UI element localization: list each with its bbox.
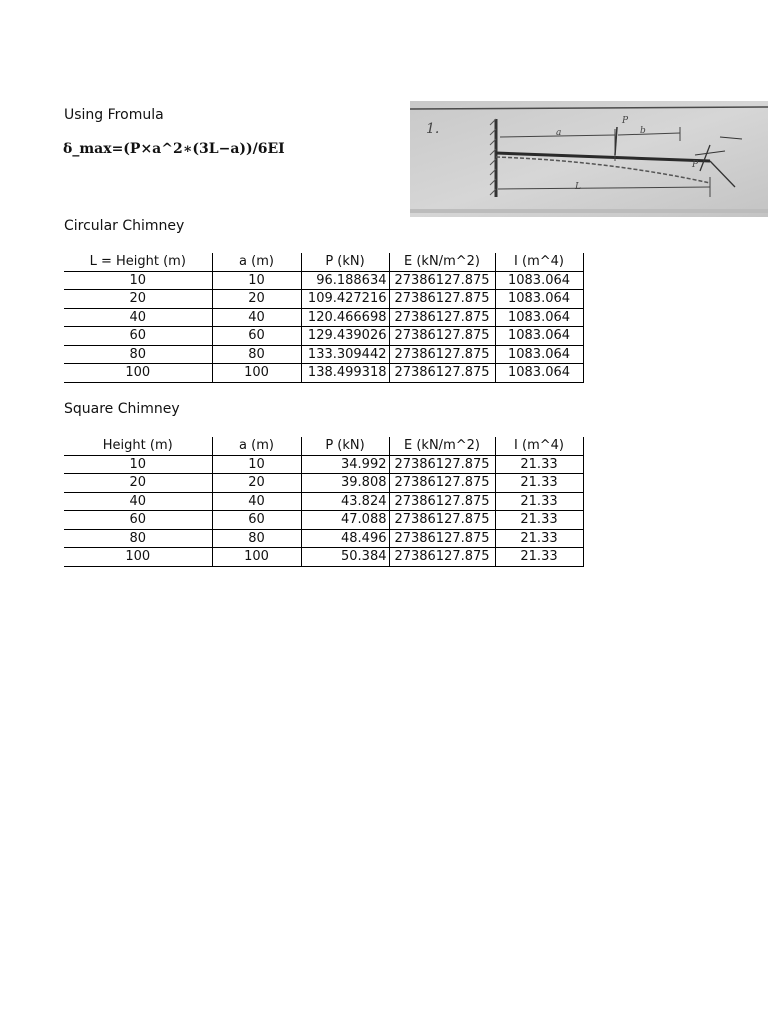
column-header: a (m): [212, 437, 301, 455]
table-cell: 21.33: [495, 511, 583, 530]
table-cell: 39.808: [301, 474, 389, 493]
table-row: [64, 364, 583, 383]
table-cell: 10: [212, 271, 301, 290]
column-header: P (kN): [301, 253, 389, 271]
table-cell: 10: [64, 271, 212, 290]
table-cell: 120.466698: [301, 308, 389, 327]
table-row: [64, 290, 583, 309]
table-cell: 1083.064: [495, 271, 583, 290]
table-row: [64, 327, 583, 346]
table-cell: 20: [64, 474, 212, 493]
table-cell: 47.088: [301, 511, 389, 530]
square-chimney-title: Square Chimney: [64, 401, 180, 417]
table-cell: 60: [212, 511, 301, 530]
table-cell: 1083.064: [495, 345, 583, 364]
table-cell: 100: [212, 364, 301, 383]
table-cell: 21.33: [495, 529, 583, 548]
table-cell: 10: [64, 455, 212, 474]
table-cell: 27386127.875: [389, 548, 495, 567]
table-row: [64, 345, 583, 364]
table-cell: 20: [212, 290, 301, 309]
table-cell: 40: [64, 492, 212, 511]
table-cell: 96.188634: [301, 271, 389, 290]
table-cell: 40: [64, 308, 212, 327]
table-row: [64, 492, 583, 511]
table-cell: 60: [64, 327, 212, 346]
column-header: I (m^4): [495, 253, 583, 271]
table-cell: 80: [212, 345, 301, 364]
cantilever-beam-diagram-icon: [410, 101, 768, 217]
table-cell: 80: [64, 529, 212, 548]
table-cell: 27386127.875: [389, 308, 495, 327]
column-header: a (m): [212, 253, 301, 271]
table-header-row: [64, 253, 583, 271]
table-cell: 27386127.875: [389, 290, 495, 309]
column-header: P (kN): [301, 437, 389, 455]
table-cell: 27386127.875: [389, 364, 495, 383]
table-cell: 27386127.875: [389, 474, 495, 493]
table-cell: 27386127.875: [389, 327, 495, 346]
table-cell: 40: [212, 308, 301, 327]
table-cell: 27386127.875: [389, 511, 495, 530]
table-cell: 43.824: [301, 492, 389, 511]
table-cell: 1083.064: [495, 308, 583, 327]
table-cell: 10: [212, 455, 301, 474]
square-chimney-table: [64, 437, 584, 567]
table-cell: 21.33: [495, 455, 583, 474]
intro-label: Using Fromula: [64, 107, 164, 123]
figure-number: 1.: [426, 121, 440, 137]
table-cell: 80: [64, 345, 212, 364]
table-cell: 27386127.875: [389, 492, 495, 511]
table-cell: 50.384: [301, 548, 389, 567]
table-cell: 109.427216: [301, 290, 389, 309]
table-cell: 20: [212, 474, 301, 493]
table-cell: 100: [212, 548, 301, 567]
figure-letter-p-tip: P: [692, 160, 699, 170]
table-cell: 27386127.875: [389, 271, 495, 290]
table-cell: 100: [64, 364, 212, 383]
table-cell: 21.33: [495, 548, 583, 567]
table-row: [64, 511, 583, 530]
table-cell: 21.33: [495, 492, 583, 511]
table-cell: 20: [64, 290, 212, 309]
figure-letter-l: L: [575, 182, 581, 192]
table-cell: 138.499318: [301, 364, 389, 383]
table-cell: 133.309442: [301, 345, 389, 364]
table-cell: 1083.064: [495, 327, 583, 346]
figure-letter-a: a: [556, 128, 562, 138]
table-cell: 48.496: [301, 529, 389, 548]
circular-chimney-title: Circular Chimney: [64, 218, 185, 234]
table-row: [64, 529, 583, 548]
circular-chimney-table: [64, 253, 584, 383]
table-cell: 1083.064: [495, 364, 583, 383]
table-cell: 27386127.875: [389, 455, 495, 474]
table-cell: 27386127.875: [389, 529, 495, 548]
column-header: Height (m): [64, 437, 212, 455]
table-header-row: [64, 437, 583, 455]
table-cell: 60: [64, 511, 212, 530]
column-header: E (kN/m^2): [389, 437, 495, 455]
table-cell: 129.439026: [301, 327, 389, 346]
table-row: [64, 271, 583, 290]
table-row: [64, 308, 583, 327]
table-row: [64, 455, 583, 474]
figure-letter-b: b: [640, 126, 646, 136]
column-header: L = Height (m): [64, 253, 212, 271]
table-cell: 27386127.875: [389, 345, 495, 364]
table-cell: 40: [212, 492, 301, 511]
deflection-formula: δ_max=(P×a^2∗(3L−a))/6EI: [63, 141, 285, 157]
figure-letter-p-top: P: [622, 116, 629, 126]
table-row: [64, 548, 583, 567]
table-cell: 34.992: [301, 455, 389, 474]
table-cell: 21.33: [495, 474, 583, 493]
column-header: E (kN/m^2): [389, 253, 495, 271]
table-cell: 100: [64, 548, 212, 567]
table-cell: 60: [212, 327, 301, 346]
table-cell: 80: [212, 529, 301, 548]
column-header: I (m^4): [495, 437, 583, 455]
table-cell: 1083.064: [495, 290, 583, 309]
table-row: [64, 474, 583, 493]
